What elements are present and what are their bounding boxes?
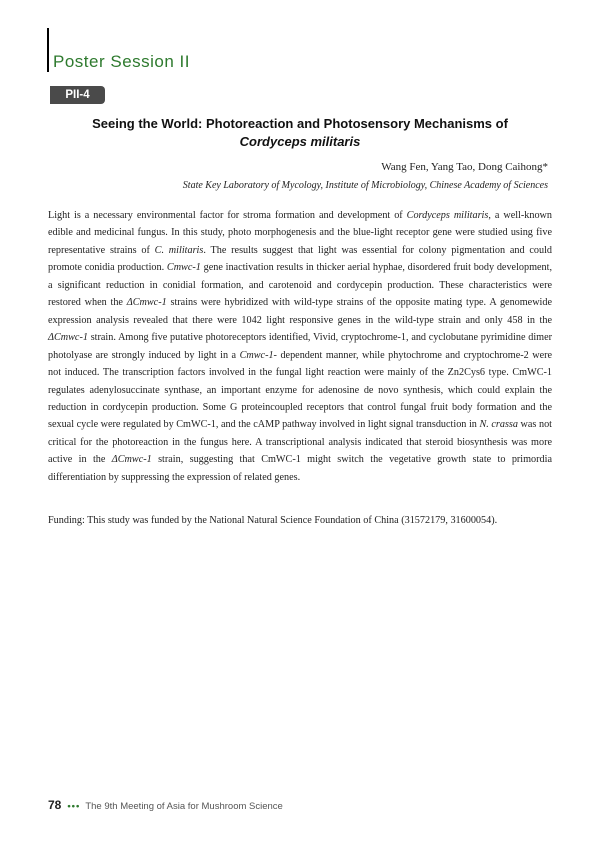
abstract-text: strain, suggesting that CmWC-1 might switch the vegetative growth state to primordia differentiation by suppressing the expression of related genes.	[48, 454, 552, 483]
page-footer	[48, 798, 283, 812]
funding-statement: Funding: This study was funded by the National Natural Science Foundation of China (31572179, 31600054).	[48, 515, 498, 526]
abstract-italic: Cordyceps militaris	[406, 210, 489, 221]
abstract-italic: Cmwc-1	[166, 262, 201, 274]
footer-text: The 9th Meeting of Asia for Mushroom Science	[85, 801, 283, 812]
page-number: 78	[48, 798, 62, 812]
abstract-body	[48, 207, 552, 486]
abstract-italic: ΔCmwc-1	[126, 297, 167, 309]
title-line-1: Seeing the World: Photoreaction and Photosensory Mechanisms of	[92, 116, 508, 131]
abstract-italic: N. crassa	[479, 419, 518, 431]
paper-title	[48, 115, 552, 151]
abstract-text: strains were hybridized with wild-type strains of the opposite mating type. A genomewide expression analysis revealed that there were 1042 light responsive genes in the wild-type strain and only 458 in the	[48, 297, 553, 326]
abstract-text: was not critical for the photoreaction in the fungus here. A transcriptional analysis indicated that steroid biosynthesis was more active in the	[48, 419, 552, 466]
abstract-italic: Cmwc-1-	[239, 349, 277, 361]
abstract-text: strain. Among five putative photoreceptors identified, Vivid, cryptochrome-1, and cyclobutane pyrimidine dimer photolyase are strongly induced by light in a	[48, 332, 552, 361]
abstract-text: , a well-known edible and medicinal fungus. In this study, photo morphogenesis and the blue-light receptor gene were studied using five representative strains of	[48, 210, 553, 256]
authors: Wang Fen, Yang Tao, Dong Caihong*	[381, 161, 548, 173]
section-title: Poster Session II	[53, 52, 191, 71]
abstract-text: . The results suggest that light was essential for colony pigmentation and could promote conidia production.	[48, 244, 553, 274]
abstract-text: gene inactivation results in thicker aerial hyphae, disordered fruit body development, a significant reduction in conidial formation, and carotenoid and cordycepin production. These characteristics were restored when the	[48, 262, 553, 309]
poster-tag: PII-4	[50, 86, 105, 104]
abstract-italic: ΔCmwc-1	[111, 454, 152, 466]
abstract-text: dependent manner, while phytochrome and cryptochrome-2 were not induced. The transcription factors involved in the fungal light reaction were mainly of the Zn2Cys6 type. CmWC-1 regulates adenylosuccinate synthase, an important enzyme for adenosine de novo synthesis, which could explain the reduction in cordycepin production. Some G proteincoupled receptors that control fungal fruit body formation and the sexual cycle were regulated by CmWC-1, and the cAMP pathway involved in light signal transduction in	[48, 349, 553, 431]
abstract-italic: C. militaris	[154, 244, 204, 256]
abstract-italic: ΔCmwc-1	[48, 332, 88, 344]
section-accent-bar	[47, 28, 49, 72]
footer-dots: •••	[67, 801, 81, 812]
affiliation: State Key Laboratory of Mycology, Institute of Microbiology, Chinese Academy of Sciences	[182, 180, 548, 191]
abstract-text: Light is a necessary environmental factor for stroma formation and development of	[48, 210, 407, 221]
title-line-2: Cordyceps militaris	[239, 134, 361, 149]
